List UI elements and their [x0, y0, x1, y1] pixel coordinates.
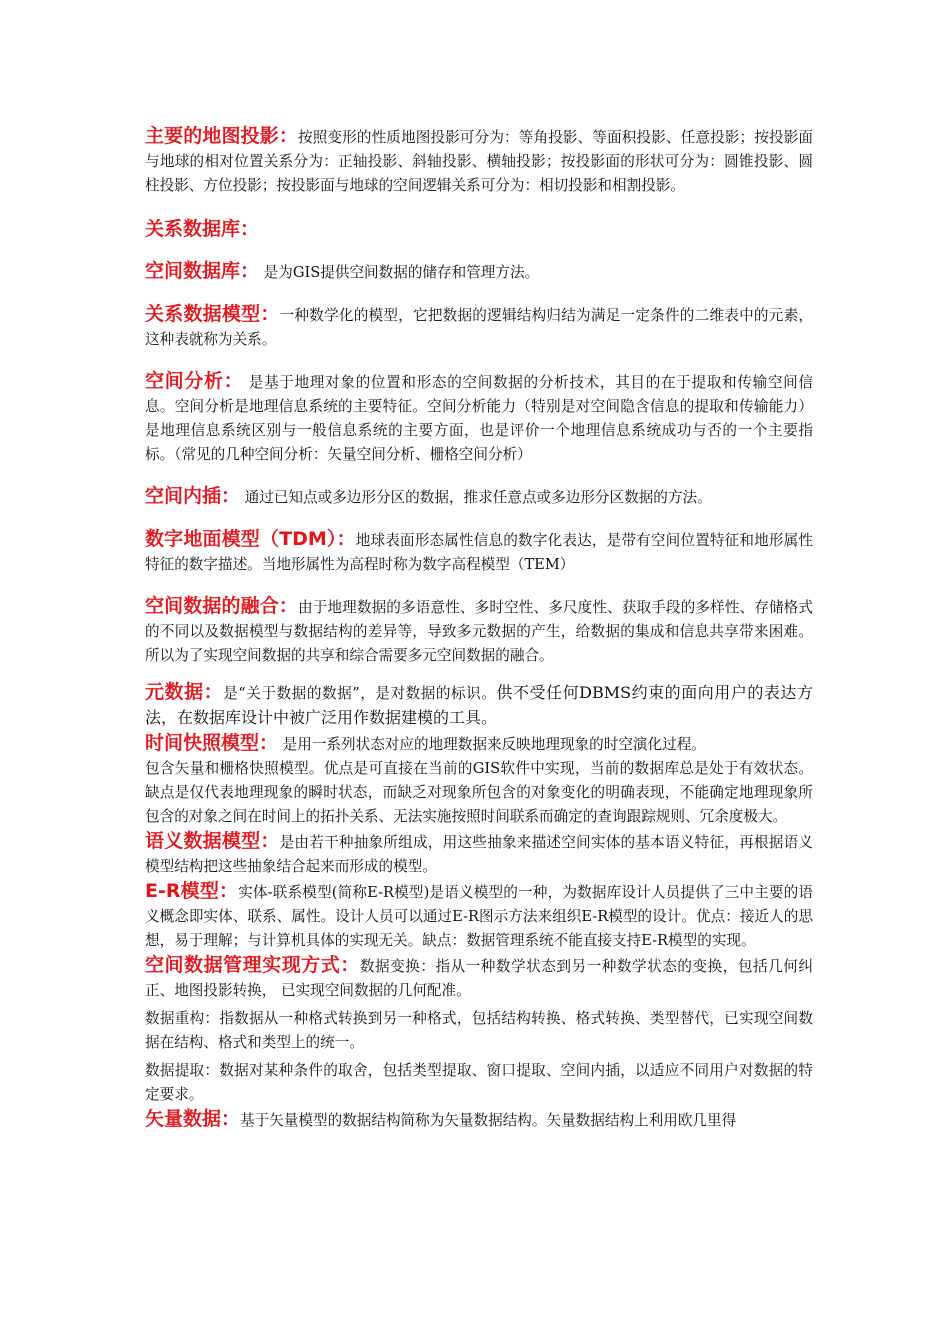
paragraph-semantic-data-model	[145, 829, 813, 879]
body-digital-terrain-model: 地球表面形态属性信息的数字化表达，是带有空间位置特征和地形属性特征的数字描述。当地形属性为高程时称为数字高程模型（TEM）	[145, 532, 813, 573]
body-relational-data-model: 一种数学化的模型，它把数据的逻辑结构归结为满足一定条件的二维表中的元素，这种表就称为关系。	[145, 307, 813, 348]
body-metadata: 是“关于数据的数据”，是对数据的标识。	[223, 685, 497, 702]
paragraph-vector-data	[145, 1107, 813, 1133]
body-er-model: 实体-联系模型(简称E-R模型)是语义模型的一种，为数据库设计人员提供了三中主要的语义概念即实体、联系、属性。设计人员可以通过E-R图示方法来组织E-R模型的设计。优点：接近人的思想，易于理解；与计算机具体的实现无关。缺点：数据管理系统不能直接支持E-R模型的实现。	[145, 884, 814, 949]
body-snapshot-details: 包含矢量和栅格快照模型。优点是可直接在当前的GIS软件中实现，当前的数据库总是处于有效状态。缺点是仅代表地理现象的瞬时状态，而缺乏对现象所包含的对象变化的明确表现，不能确定地理现象所包含的对象之间在时间上的拓扑关系、无法实施按照时间联系而确定的查询跟踪规则、冗余度极大。	[145, 760, 813, 825]
paragraph-data-extraction	[145, 1059, 813, 1107]
term-spatial-database: 空间数据库：	[145, 260, 260, 282]
paragraph-map-projection	[145, 124, 813, 198]
body-time-snapshot-model: 是用一系列状态对应的地理数据来反映地理现象的时空演化过程。	[278, 736, 706, 753]
body-map-projection: 按照变形的性质地图投影可分为：等角投影、等面积投影、任意投影；按投影面与地球的相对位置关系分为：正轴投影、斜轴投影、横轴投影；按投影面的形状可分为：圆锥投影、圆柱投影、方位投影；按投影面与地球的空间逻辑关系可分为：相切投影和相割投影。	[145, 129, 813, 194]
term-spatial-data-fusion: 空间数据的融合：	[145, 595, 298, 617]
term-semantic-data-model: 语义数据模型：	[145, 830, 280, 852]
paragraph-er-model	[145, 879, 813, 953]
paragraph-spatial-data-management	[145, 953, 813, 1003]
body-spatial-interpolation: 通过已知点或多边形分区的数据，推求任意点或多边形分区数据的方法。	[240, 489, 712, 506]
paragraph-spatial-database	[145, 259, 813, 285]
paragraph-time-snapshot-model	[145, 731, 813, 757]
paragraph-data-restructuring	[145, 1007, 813, 1055]
term-time-snapshot-model: 时间快照模型：	[145, 732, 279, 754]
body-spatial-database: 是为GIS提供空间数据的储存和管理方法。	[259, 264, 540, 281]
paragraph-relational-data-model	[145, 302, 813, 352]
paragraph-digital-terrain-model	[145, 527, 813, 577]
term-metadata: 元数据：	[145, 681, 224, 703]
body-spatial-data-management: 数据变换：指从一种数学状态到另一种数学状态的变换，包括几何纠正、地图投影转换， 已实现空间数据的几何配准。	[145, 958, 813, 999]
body-vector-data: 基于矢量模型的数据结构简称为矢量数据结构。矢量数据结构上利用欧几里得	[240, 1112, 737, 1129]
paragraph-spatial-interpolation	[145, 484, 813, 510]
paragraph-spatial-data-fusion	[145, 594, 813, 668]
paragraph-spatial-analysis	[145, 369, 813, 467]
body-data-extraction: 数据提取：数据对某种条件的取舍，包括类型提取、窗口提取、空间内插，以适应不同用户对数据的特定要求。	[145, 1062, 813, 1103]
term-relational-data-model: 关系数据模型：	[145, 303, 280, 325]
term-map-projection: 主要的地图投影：	[145, 125, 298, 147]
body-spatial-analysis: 是基于地理对象的位置和形态的空间数据的分析技术，其目的在于提取和传输空间信息。空间分析是地理信息系统的主要特征。空间分析能力（特别是对空间隐含信息的提取和传输能力）是地理信息系统区别与一般信息系统的主要方面，也是评价一个地理信息系统成功与否的一个主要指标。（常见的几种空间分析：矢量空间分析、栅格空间分析）	[145, 374, 813, 463]
term-spatial-interpolation: 空间内插：	[145, 485, 241, 507]
paragraph-snapshot-details	[145, 757, 813, 829]
term-vector-data: 矢量数据：	[145, 1108, 241, 1130]
heading-relational-database: 关系数据库：	[145, 218, 260, 240]
body-metadata-continued: 供不受任何DBMS约束的面向用户的表达方法，在数据库设计中被广泛用作数据建模的工具。	[145, 683, 813, 727]
term-digital-terrain-model: 数字地面模型（TDM）：	[145, 528, 356, 550]
body-data-restructuring: 数据重构：指数据从一种格式转换到另一种格式，包括结构转换、格式转换、类型替代，已实现空间数据在结构、格式和类型上的统一。	[145, 1010, 813, 1051]
term-er-model: E-R模型：	[145, 880, 239, 902]
body-spatial-data-fusion: 由于地理数据的多语意性、多时空性、多尺度性、获取手段的多样性、存储格式的不同以及数据模型与数据结构的差异等，导致多元数据的产生，给数据的集成和信息共享带来困难。所以为了实现空间数据的共享和综合需要多元空间数据的融合。	[145, 599, 813, 664]
term-spatial-data-management: 空间数据管理实现方式：	[145, 954, 360, 976]
term-spatial-analysis: 空间分析：	[145, 370, 244, 392]
document-page	[145, 124, 813, 1133]
body-semantic-data-model: 是由若干种抽象所组成，用这些抽象来描述空间实体的基本语义特征，再根据语义模型结构把这些抽象结合起来而形成的模型。	[145, 834, 813, 875]
paragraph-metadata	[145, 680, 813, 731]
